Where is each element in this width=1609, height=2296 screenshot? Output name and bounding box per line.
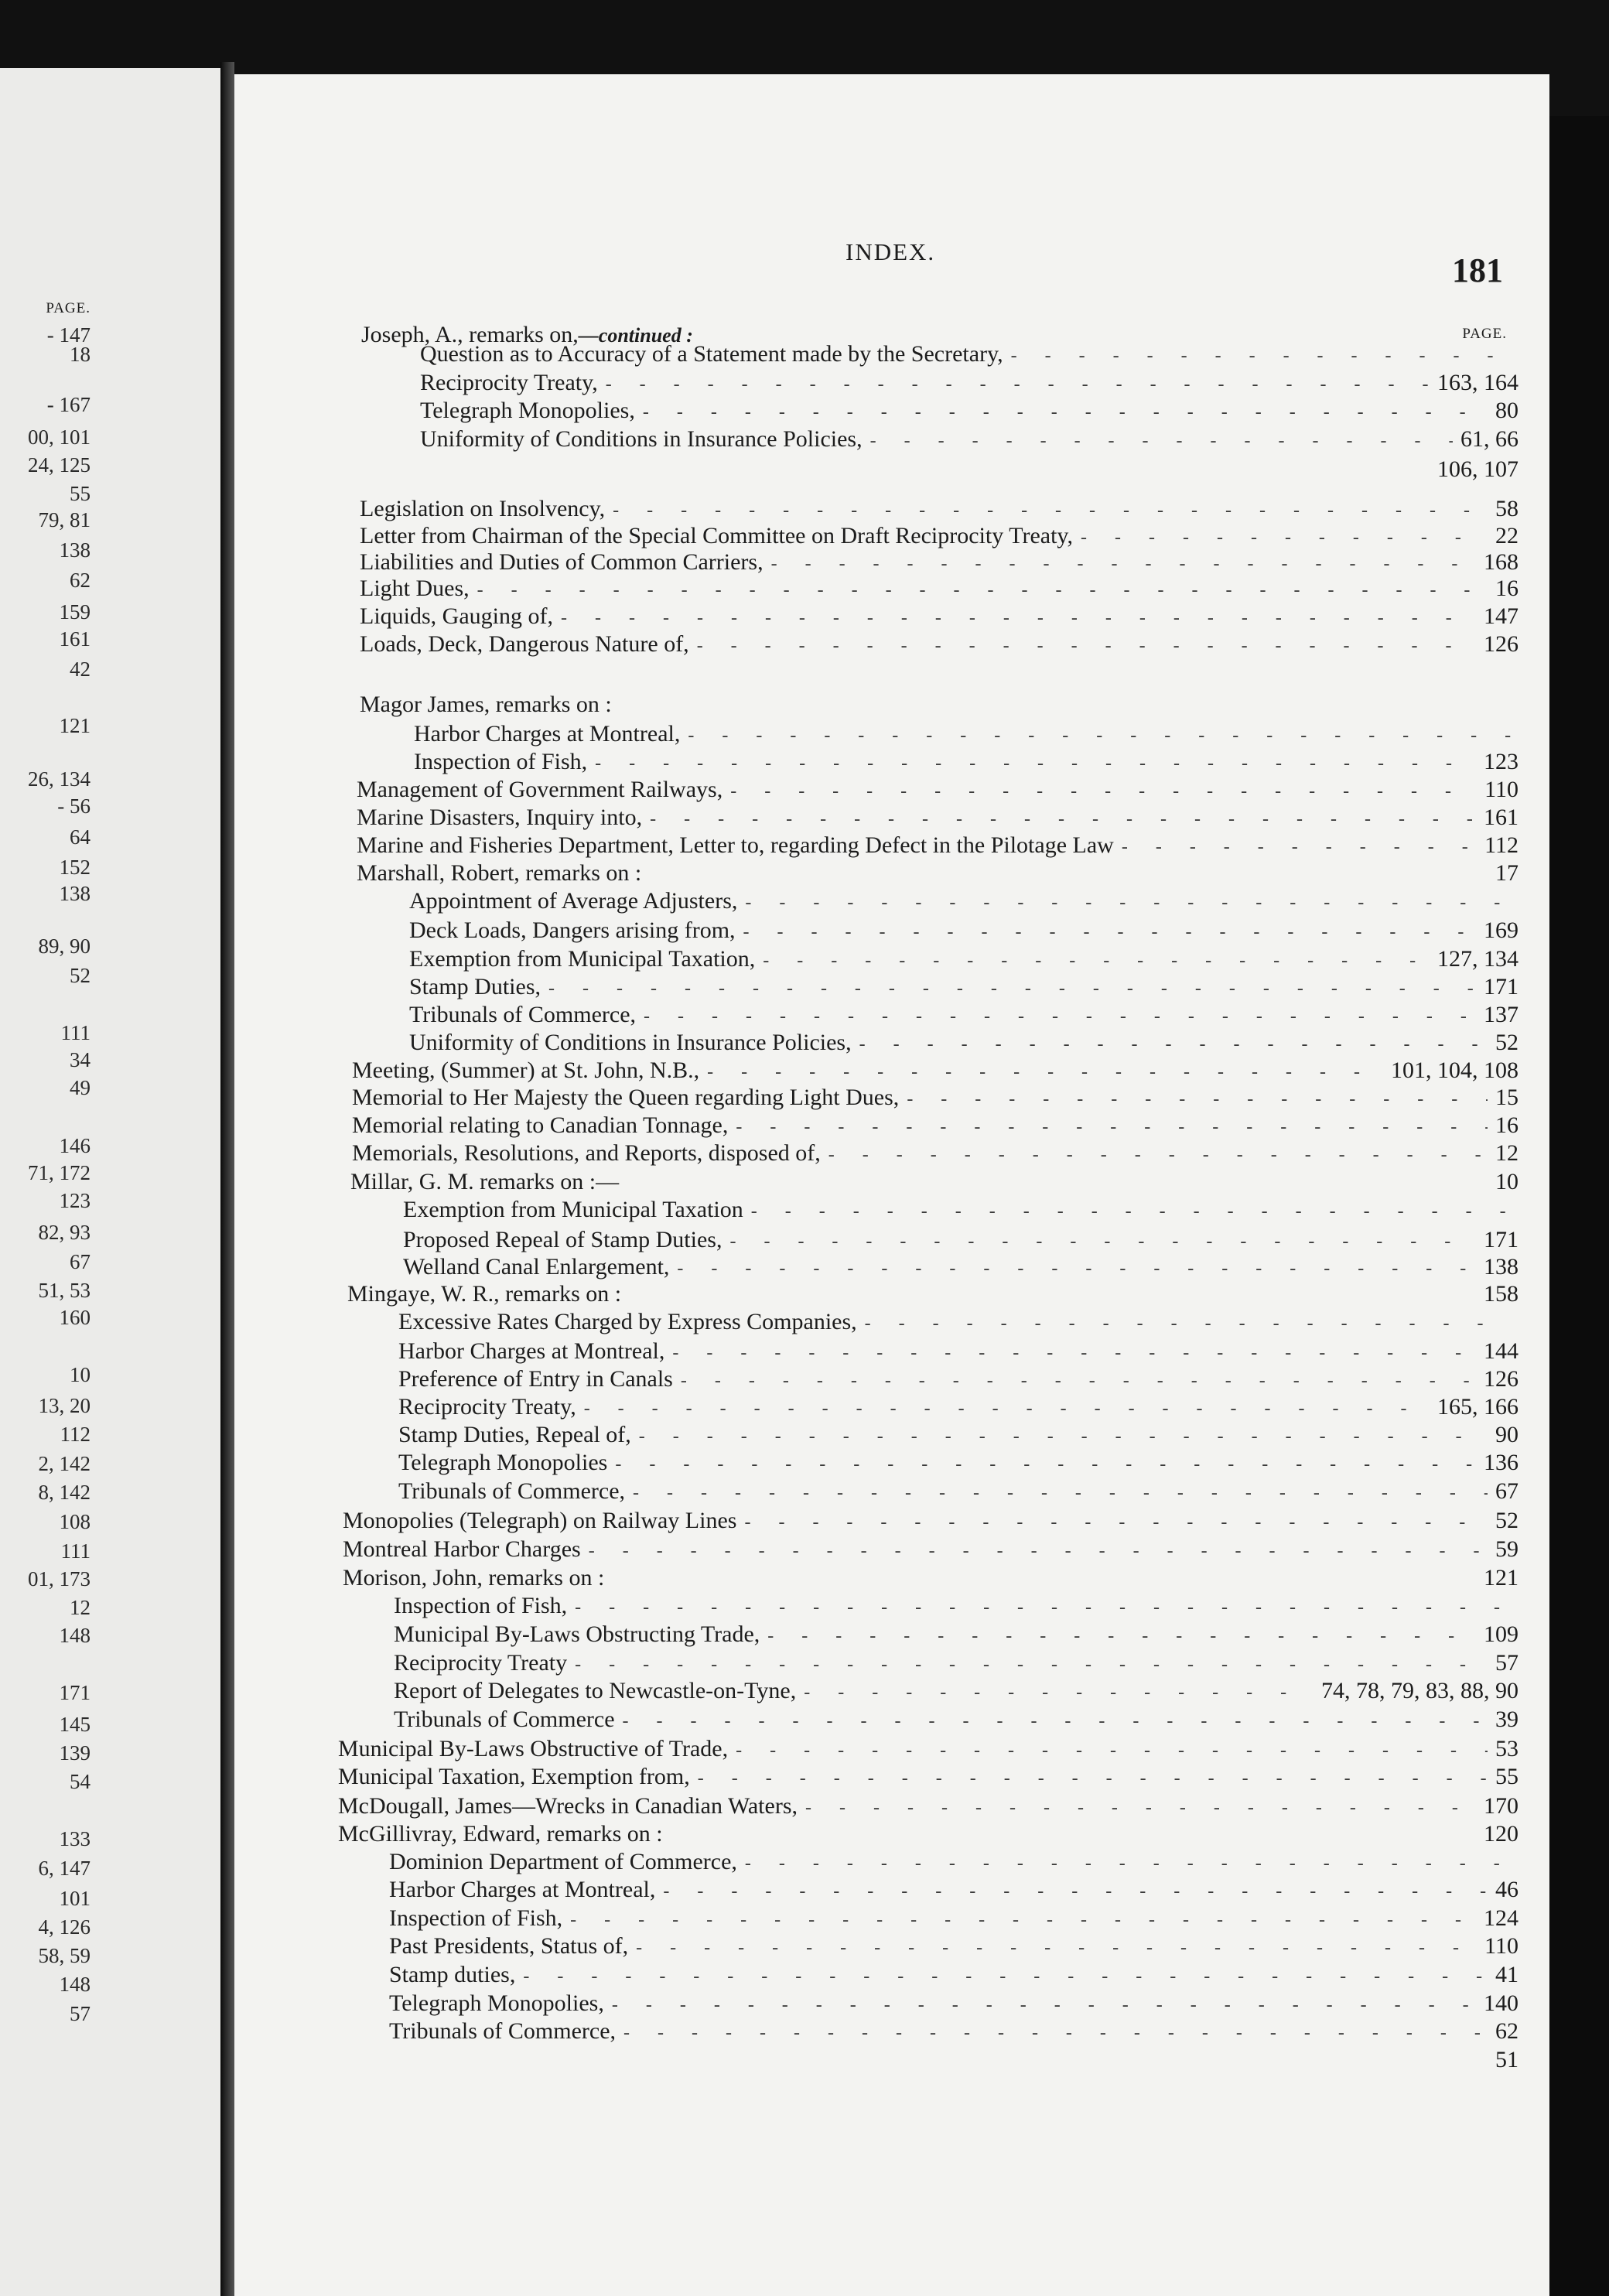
index-page-ref: 58 — [1495, 496, 1518, 521]
index-page-ref: 53 — [1495, 1736, 1518, 1761]
index-entry-text: Letter from Chairman of the Special Committee on Draft Reciprocity Treaty, — [360, 523, 1073, 548]
left-page-number: 64 — [70, 825, 91, 849]
left-page-number: 161 — [59, 627, 91, 651]
index-page-ref: 90 — [1495, 1422, 1518, 1447]
dot-leader — [575, 1655, 1488, 1674]
left-page-number: 13, 20 — [38, 1394, 91, 1417]
index-page-ref: 158 — [1484, 1281, 1518, 1307]
index-entry-text: Tribunals of Commerce, — [409, 1002, 637, 1027]
dot-leader — [615, 1455, 1476, 1474]
index-page-ref: 169 — [1484, 917, 1518, 943]
index-entry-text: Telegraph Monopolies — [398, 1450, 608, 1475]
left-page-header: PAGE. — [46, 300, 91, 316]
index-entry — [389, 1962, 1518, 1988]
index-entry — [389, 2018, 1518, 2045]
dot-leader — [751, 1202, 1511, 1221]
index-entry-text: Municipal By-Laws Obstructive of Trade, — [338, 1736, 729, 1761]
index-page-ref: 12 — [1495, 1140, 1518, 1166]
index-entry-text: Uniformity of Conditions in Insurance Policies, — [409, 1030, 852, 1055]
index-page-ref: 137 — [1484, 1002, 1518, 1027]
index-page-ref: 41 — [1495, 1962, 1518, 1987]
dot-leader — [745, 1854, 1511, 1873]
index-page-ref: 10 — [1495, 1169, 1518, 1194]
index-page — [234, 74, 1549, 2296]
dot-leader — [477, 581, 1488, 600]
index-entry — [398, 1478, 1518, 1505]
index-entry — [360, 496, 1518, 522]
dot-leader — [589, 1542, 1488, 1560]
index-page-ref: 106, 107 — [1437, 456, 1518, 482]
dot-leader — [612, 1996, 1476, 2014]
left-page-number: 146 — [59, 1134, 91, 1157]
index-entry-text: Tribunals of Commerce, — [389, 2018, 617, 2044]
index-heading-text: Joseph, A., remarks on, — [361, 322, 579, 347]
dot-leader — [744, 1513, 1488, 1532]
dot-leader — [767, 1627, 1476, 1645]
left-page-number: 00, 101 — [28, 425, 91, 449]
index-entry-text: Appointment of Average Adjusters, — [409, 888, 738, 914]
left-page-number: 54 — [70, 1770, 91, 1793]
index-entry — [394, 1650, 1518, 1676]
index-entry-text: Liabilities and Duties of Common Carriers, — [360, 549, 764, 575]
index-entry — [403, 1197, 1518, 1223]
left-page-number: 159 — [59, 600, 91, 624]
index-page-ref: 39 — [1495, 1707, 1518, 1732]
index-page-ref: 126 — [1484, 1366, 1518, 1392]
index-entry — [357, 832, 1518, 859]
index-entry — [420, 370, 1518, 396]
index-entry — [409, 1030, 1518, 1056]
index-entry — [394, 1593, 1518, 1619]
left-page-number: 55 — [70, 482, 91, 505]
index-heading — [343, 1565, 1518, 1591]
dot-leader — [1081, 528, 1488, 547]
left-page-number: 57 — [70, 2002, 91, 2025]
index-entry-text: Municipal Taxation, Exemption from, — [338, 1764, 690, 1789]
dot-leader — [639, 1427, 1488, 1446]
index-entry-text: Harbor Charges at Montreal, — [414, 721, 681, 747]
index-entry-text: Uniformity of Conditions in Insurance Policies, — [420, 426, 863, 452]
index-page-ref: 112 — [1484, 832, 1518, 858]
index-entry-text: Reciprocity Treaty, — [420, 370, 598, 395]
dot-leader — [697, 637, 1476, 655]
index-entry — [394, 1678, 1518, 1704]
left-page-number: 82, 93 — [38, 1221, 91, 1244]
index-entry — [409, 917, 1518, 944]
left-page-number: 111 — [60, 1021, 91, 1044]
dot-leader — [729, 1232, 1476, 1251]
index-entry-text: Inspection of Fish, — [389, 1905, 563, 1931]
index-entry — [420, 341, 1518, 367]
left-page-number: 34 — [70, 1048, 91, 1071]
index-page-ref: 46 — [1495, 1877, 1518, 1902]
left-page-number: 10 — [70, 1363, 91, 1386]
index-entry — [420, 456, 1518, 483]
page-number: 181 — [1452, 251, 1503, 289]
index-page-ref: 123 — [1484, 749, 1518, 774]
left-page-number: 108 — [59, 1510, 91, 1533]
index-page-ref: 163, 164 — [1437, 370, 1518, 395]
left-page-number: 42 — [70, 658, 91, 681]
dot-leader — [707, 1063, 1383, 1081]
left-page-number: 58, 59 — [38, 1944, 91, 1967]
index-page-ref: 109 — [1484, 1621, 1518, 1647]
index-page-ref: 161 — [1484, 805, 1518, 830]
index-page-ref: 55 — [1495, 1764, 1518, 1789]
index-entry — [352, 1112, 1518, 1139]
dot-leader — [763, 952, 1430, 970]
index-entry — [398, 1394, 1518, 1420]
index-entry — [414, 721, 1518, 747]
continued-marker: —continued : — [578, 324, 693, 347]
dot-leader — [584, 1399, 1430, 1418]
left-page-number: 152 — [59, 856, 91, 879]
dot-leader — [688, 726, 1511, 745]
index-entry — [360, 631, 1518, 658]
dot-leader — [743, 923, 1476, 941]
index-entry — [420, 398, 1518, 424]
dot-leader — [865, 1314, 1511, 1333]
index-page-ref: 144 — [1484, 1338, 1518, 1364]
index-entry-text: Monopolies (Telegraph) on Railway Lines — [343, 1508, 737, 1533]
index-entry-text: McDougall, James—Wrecks in Canadian Waters, — [338, 1793, 798, 1819]
dot-leader — [613, 501, 1488, 520]
dot-leader — [805, 1799, 1476, 1817]
index-heading-text: Marshall, Robert, remarks on : — [357, 860, 642, 886]
dot-leader — [623, 1712, 1488, 1731]
index-entry — [389, 1877, 1518, 1903]
index-heading — [357, 860, 1518, 887]
left-page-number: 89, 90 — [38, 934, 91, 958]
index-page-ref: 17 — [1495, 860, 1518, 886]
left-page-number: 6, 147 — [38, 1857, 91, 1880]
index-heading-text: Mingaye, W. R., remarks on : — [347, 1281, 622, 1307]
index-entry — [389, 1990, 1518, 2017]
left-page-number: 160 — [59, 1306, 91, 1329]
index-heading — [350, 1169, 1518, 1195]
left-page-number: 8, 142 — [38, 1481, 91, 1504]
index-entry — [360, 576, 1518, 602]
index-entry — [389, 1849, 1518, 1875]
index-entry-text: Memorial to Her Majesty the Queen regarding Light Dues, — [352, 1085, 900, 1110]
index-page-ref: 59 — [1495, 1536, 1518, 1562]
dot-leader — [595, 754, 1476, 773]
index-entry-text: Excessive Rates Charged by Express Companies, — [398, 1309, 857, 1334]
dot-leader — [623, 2024, 1488, 2042]
index-page-ref: 120 — [1484, 1821, 1518, 1847]
index-entry-text: Reciprocity Treaty — [394, 1650, 568, 1676]
dot-leader — [730, 782, 1477, 801]
index-page-ref: 52 — [1495, 1508, 1518, 1533]
index-page-ref: 171 — [1484, 974, 1518, 999]
index-entry — [409, 946, 1518, 972]
dot-leader — [663, 1882, 1488, 1901]
index-entry-text: Welland Canal Enlargement, — [403, 1254, 670, 1280]
dot-leader — [698, 1769, 1488, 1788]
index-page-ref: 16 — [1495, 576, 1518, 601]
left-page-number: 01, 173 — [28, 1567, 91, 1590]
index-page-ref: 67 — [1495, 1478, 1518, 1504]
dot-leader — [606, 375, 1430, 394]
index-page-ref: 171 — [1484, 1227, 1518, 1252]
index-page-ref: 22 — [1495, 523, 1518, 548]
book-gutter — [220, 62, 234, 2296]
index-heading — [360, 692, 1518, 718]
index-entry-text: Telegraph Monopolies, — [389, 1990, 604, 2016]
left-page-number: - 56 — [57, 794, 91, 818]
index-entry-text: Memorials, Resolutions, and Reports, disposed of, — [352, 1140, 821, 1166]
left-page-number: 145 — [59, 1713, 91, 1736]
dot-leader — [736, 1118, 1488, 1136]
index-entry — [403, 1254, 1518, 1280]
index-heading-text: Millar, G. M. remarks on :— — [350, 1169, 620, 1194]
index-entry-text: Harbor Charges at Montreal, — [389, 1877, 656, 1902]
left-page-number: 133 — [59, 1827, 91, 1850]
dot-leader — [1122, 838, 1477, 856]
index-entry-text: Dominion Department of Commerce, — [389, 1849, 737, 1874]
scan-background — [1549, 116, 1609, 2296]
index-entry — [338, 1764, 1518, 1790]
index-entry — [338, 1736, 1518, 1762]
dot-leader — [636, 1939, 1477, 1957]
index-entry-text: Deck Loads, Dangers arising from, — [409, 917, 736, 943]
index-entry — [409, 888, 1518, 914]
index-page-ref: 140 — [1484, 1990, 1518, 2016]
dot-leader — [681, 1372, 1476, 1390]
index-entry-text: Stamp Duties, — [409, 974, 541, 999]
index-page-ref: 147 — [1484, 603, 1518, 629]
index-entry-text: Inspection of Fish, — [394, 1593, 568, 1618]
left-page-number: 51, 53 — [38, 1279, 91, 1302]
index-entry-text: Stamp Duties, Repeal of, — [398, 1422, 631, 1447]
index-entry — [389, 2047, 1518, 2073]
index-entry-text: Municipal By-Laws Obstructing Trade, — [394, 1621, 760, 1647]
index-entry-text: Marine and Fisheries Department, Letter to, regarding Defect in the Pilotage Law — [357, 832, 1114, 858]
index-entry-text: Legislation on Insolvency, — [360, 496, 606, 521]
index-entry — [394, 1707, 1518, 1733]
left-page-number: 71, 172 — [28, 1161, 91, 1184]
index-entry — [398, 1366, 1518, 1392]
left-page-number: 171 — [59, 1681, 91, 1704]
left-page-number: 101 — [59, 1887, 91, 1910]
index-page-ref: 61, 66 — [1460, 426, 1518, 452]
index-entry-text: Past Presidents, Status of, — [389, 1933, 629, 1959]
left-page-number: 121 — [59, 714, 91, 737]
left-page-number: 139 — [59, 1741, 91, 1765]
dot-leader — [1011, 347, 1511, 365]
index-entry — [343, 1508, 1518, 1534]
left-page-number: 79, 81 — [38, 508, 91, 531]
left-page-number: 148 — [59, 1973, 91, 1996]
left-page-number: 148 — [59, 1624, 91, 1647]
dot-leader — [643, 403, 1488, 422]
dot-leader — [672, 1344, 1476, 1362]
index-heading — [338, 1821, 1518, 1847]
index-entry-text: Montreal Harbor Charges — [343, 1536, 581, 1562]
left-page-number: 67 — [70, 1250, 91, 1273]
left-page-number: 24, 125 — [28, 453, 91, 477]
dot-leader — [804, 1683, 1314, 1702]
index-entry — [352, 1057, 1518, 1084]
index-entry — [409, 1002, 1518, 1028]
index-entry-text: Harbor Charges at Montreal, — [398, 1338, 665, 1364]
index-page-ref: 136 — [1484, 1450, 1518, 1475]
index-entry-text: Proposed Repeal of Stamp Duties, — [403, 1227, 723, 1252]
index-page-ref: 80 — [1495, 398, 1518, 423]
dot-leader — [650, 810, 1476, 829]
dot-leader — [575, 1598, 1511, 1617]
dot-leader — [771, 555, 1476, 573]
left-page-number: 112 — [60, 1423, 91, 1446]
left-page-number: 26, 134 — [28, 767, 91, 791]
page-title: INDEX. — [845, 238, 936, 265]
index-entry — [394, 1621, 1518, 1648]
index-entry — [357, 777, 1518, 803]
dot-leader — [570, 1911, 1476, 1929]
index-entry-text: Exemption from Municipal Taxation — [403, 1197, 743, 1222]
index-entry-text: Tribunals of Commerce, — [398, 1478, 626, 1504]
index-page-ref: 57 — [1495, 1650, 1518, 1676]
index-page-ref: 110 — [1484, 1933, 1518, 1959]
index-page-ref: 126 — [1484, 631, 1518, 657]
index-entry-text: Management of Government Railways, — [357, 777, 723, 802]
left-page-number: 2, 142 — [38, 1452, 91, 1475]
left-page-fragment — [0, 68, 220, 2296]
index-entry-text: Preference of Entry in Canals — [398, 1366, 673, 1392]
index-entry — [352, 1085, 1518, 1111]
index-entry-text: Inspection of Fish, — [414, 749, 588, 774]
index-heading — [347, 1281, 1518, 1307]
left-page-number: 4, 126 — [38, 1915, 91, 1939]
index-heading-text: Magor James, remarks on : — [360, 692, 612, 717]
index-heading-text: McGillivray, Edward, remarks on : — [338, 1821, 663, 1847]
dot-leader — [644, 1007, 1476, 1026]
index-entry-text: Memorial relating to Canadian Tonnage, — [352, 1112, 729, 1138]
index-entry-text: Reciprocity Treaty, — [398, 1394, 576, 1420]
index-page-ref: 138 — [1484, 1254, 1518, 1280]
index-entry — [398, 1309, 1518, 1335]
left-page-number: 18 — [70, 343, 91, 366]
index-page-ref: 101, 104, 108 — [1391, 1057, 1518, 1083]
index-page-ref: 110 — [1484, 777, 1518, 802]
index-entry — [352, 1140, 1518, 1167]
dot-leader — [523, 1967, 1488, 1986]
left-page-number: - 147 — [46, 323, 91, 347]
dot-leader — [548, 979, 1476, 998]
left-page-number: 49 — [70, 1076, 91, 1099]
page-column-label: PAGE. — [1462, 326, 1507, 342]
left-page-number: 52 — [70, 964, 91, 987]
index-entry-text: Liquids, Gauging of, — [360, 603, 553, 629]
index-entry — [398, 1450, 1518, 1476]
index-entry-text: Telegraph Monopolies, — [420, 398, 635, 423]
index-entry — [343, 1536, 1518, 1563]
dot-leader — [859, 1035, 1488, 1054]
dot-leader — [907, 1090, 1488, 1109]
dot-leader — [633, 1484, 1488, 1502]
index-entry-text: Marine Disasters, Inquiry into, — [357, 805, 643, 830]
index-entry-text: Light Dues, — [360, 576, 470, 601]
index-entry-text: Stamp duties, — [389, 1962, 516, 1987]
left-page-number: 12 — [70, 1596, 91, 1619]
index-entry — [403, 1227, 1518, 1253]
dot-leader — [736, 1741, 1488, 1760]
index-page-ref: 170 — [1484, 1793, 1518, 1819]
left-page-number: 138 — [59, 882, 91, 905]
index-page-ref: 124 — [1484, 1905, 1518, 1931]
index-page-ref: 165, 166 — [1437, 1394, 1518, 1420]
index-page-ref: 15 — [1495, 1085, 1518, 1110]
index-entry — [398, 1338, 1518, 1365]
index-entry — [360, 549, 1518, 576]
index-page-ref: 52 — [1495, 1030, 1518, 1055]
index-page-ref: 51 — [1495, 2047, 1518, 2072]
left-page-number: - 167 — [46, 393, 91, 416]
dot-leader — [677, 1259, 1476, 1278]
left-page-number: 111 — [60, 1539, 91, 1563]
dot-leader — [561, 609, 1476, 627]
left-page-number: 62 — [70, 569, 91, 592]
index-entry — [389, 1905, 1518, 1932]
index-entry-text: Exemption from Municipal Taxation, — [409, 946, 756, 972]
index-page-ref: 74, 78, 79, 83, 88, 90 — [1321, 1678, 1518, 1703]
index-heading-text: Morison, John, remarks on : — [343, 1565, 605, 1590]
dot-leader — [870, 432, 1453, 450]
index-entry — [357, 805, 1518, 831]
index-entry — [389, 1933, 1518, 1959]
index-entry — [420, 426, 1518, 453]
index-entry — [409, 974, 1518, 1000]
index-page-ref: 62 — [1495, 2018, 1518, 2044]
index-entry-text: Report of Delegates to Newcastle-on-Tyne, — [394, 1678, 797, 1703]
index-page-ref: 168 — [1484, 549, 1518, 575]
index-entry-text: Question as to Accuracy of a Statement made by the Secretary, — [420, 341, 1003, 367]
index-entry-text: Tribunals of Commerce — [394, 1707, 615, 1732]
index-entry-text: Loads, Deck, Dangerous Nature of, — [360, 631, 689, 657]
index-entry — [338, 1793, 1518, 1819]
index-entry — [414, 749, 1518, 775]
dot-leader — [828, 1146, 1488, 1164]
index-entry-text: Meeting, (Summer) at St. John, N.B., — [352, 1057, 700, 1083]
index-page-ref: 121 — [1484, 1565, 1518, 1590]
index-entry — [360, 603, 1518, 630]
dot-leader — [745, 893, 1511, 912]
index-entry — [398, 1422, 1518, 1448]
index-page-ref: 127, 134 — [1437, 946, 1518, 972]
left-page-number: 138 — [59, 538, 91, 562]
index-page-ref: 16 — [1495, 1112, 1518, 1138]
left-page-number: 123 — [59, 1189, 91, 1212]
index-entry — [360, 523, 1518, 549]
